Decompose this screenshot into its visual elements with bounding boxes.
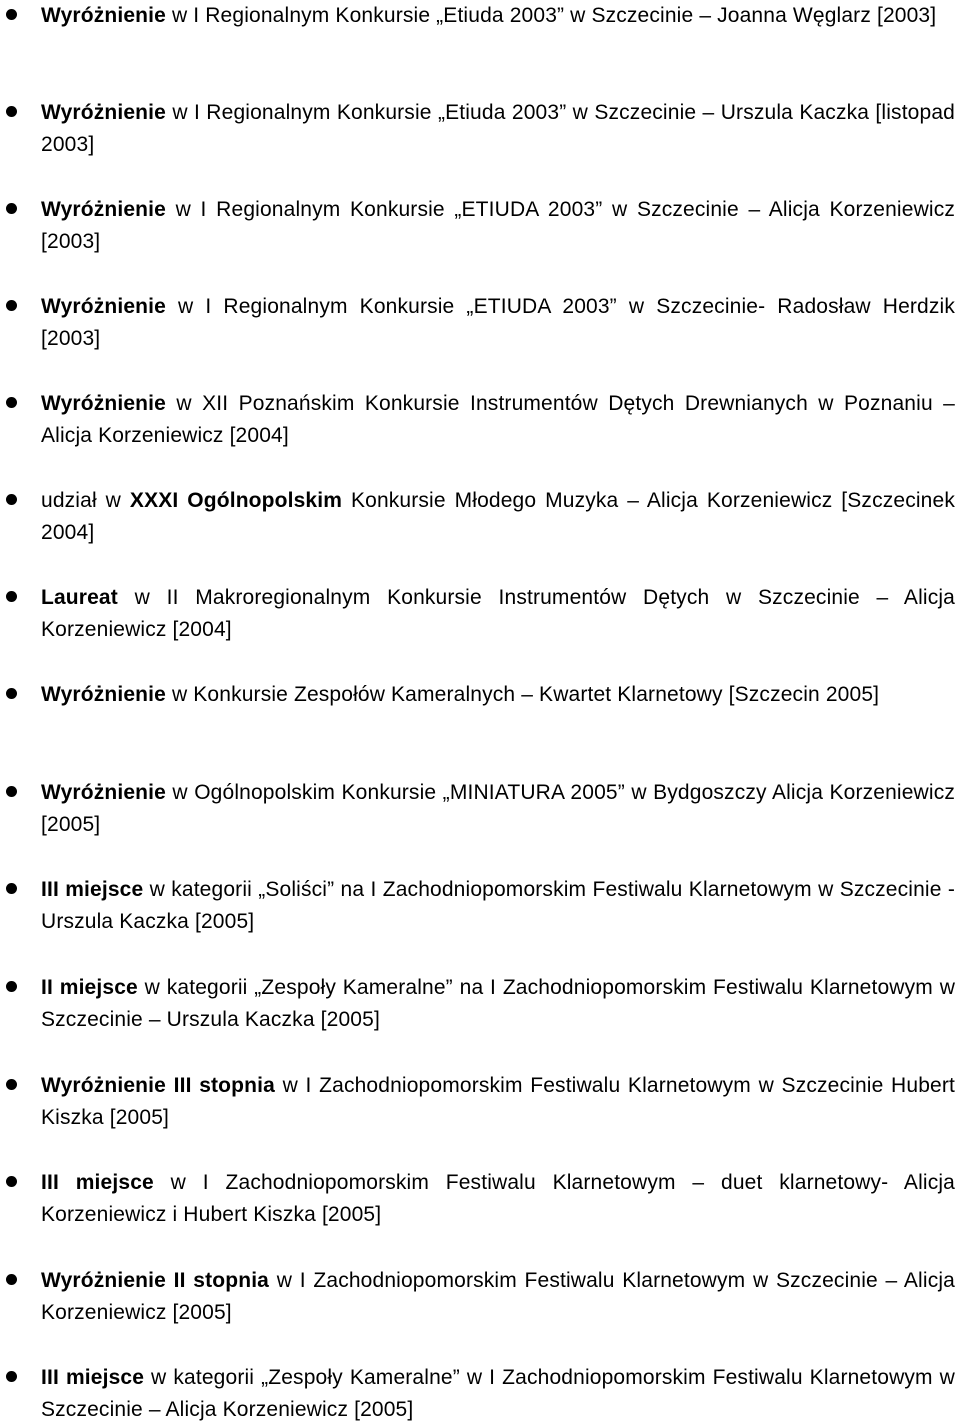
bullet-icon	[6, 688, 17, 699]
list-item-text: Wyróżnienie w Konkursie Zespołów Kameralnych – Kwartet Klarnetowy [Szczecin 2005]	[41, 683, 880, 706]
bullet-icon	[6, 203, 17, 214]
list-item	[0, 291, 960, 357]
bullet-icon	[6, 1079, 17, 1090]
bullet-icon	[6, 591, 17, 602]
bullet-icon	[6, 494, 17, 505]
list-item-text: udział w XXXI Ogólnopolskim Konkursie Młodego Muzyka – Alicja Korzeniewicz [Szczecinek 2004]	[41, 489, 955, 544]
list-item	[0, 97, 960, 163]
list-item-text: Wyróżnienie w XII Poznańskim Konkursie Instrumentów Dętych Drewnianych w Poznaniu – Alicja Korzeniewicz [2004]	[41, 392, 955, 447]
list-item-text: Wyróżnienie w I Regionalnym Konkursie „ETIUDA 2003” w Szczecinie – Alicja Korzeniewicz [2003]	[41, 198, 955, 253]
list-item-text: Wyróżnienie w I Regionalnym Konkursie „Etiuda 2003” w Szczecinie – Urszula Kaczka [listopad 2003]	[41, 101, 955, 156]
list-item	[0, 1265, 960, 1331]
bullet-icon	[6, 1176, 17, 1187]
bullet-icon	[6, 106, 17, 117]
list-item	[0, 1070, 960, 1136]
bullet-icon	[6, 981, 17, 992]
bullet-icon	[6, 300, 17, 311]
bullet-icon	[6, 1371, 17, 1382]
list-item	[0, 777, 960, 843]
list-item	[0, 1167, 960, 1233]
list-item-text: Wyróżnienie w I Regionalnym Konkursie „Etiuda 2003” w Szczecinie – Joanna Węglarz [2003]	[41, 4, 937, 27]
list-item	[0, 874, 960, 940]
list-item-text: Wyróżnienie III stopnia w I Zachodniopomorskim Festiwalu Klarnetowym w Szczecinie Hubert Kiszka [2005]	[41, 1074, 955, 1129]
list-item-text: Wyróżnienie w Ogólnopolskim Konkursie „MINIATURA 2005” w Bydgoszczy Alicja Korzeniewicz [2005]	[41, 781, 955, 836]
list-item-text: III miejsce w kategorii „Zespoły Kameralne” w I Zachodniopomorskim Festiwalu Klarnetowym w Szczecinie – Alicja Korzeniewicz [2005]	[41, 1366, 955, 1421]
bullet-icon	[6, 397, 17, 408]
list-item-text: II miejsce w kategorii „Zespoły Kameralne” na I Zachodniopomorskim Festiwalu Klarnetowym w Szczecinie – Urszula Kaczka [2005]	[41, 976, 956, 1031]
list-item-text: Wyróżnienie w I Regionalnym Konkursie „ETIUDA 2003” w Szczecinie- Radosław Herdzik [2003]	[41, 295, 955, 350]
bullet-icon	[6, 9, 17, 20]
list-item	[0, 582, 960, 648]
list-item	[0, 388, 960, 454]
list-item	[0, 0, 960, 66]
bullet-icon	[6, 786, 17, 797]
list-item	[0, 679, 960, 745]
list-item	[0, 1362, 960, 1428]
list-item	[0, 485, 960, 551]
list-item-text: III miejsce w kategorii „Soliści” na I Zachodniopomorskim Festiwalu Klarnetowym w Szczecinie - Urszula Kaczka [2005]	[41, 878, 955, 933]
list-item-text: III miejsce w I Zachodniopomorskim Festiwalu Klarnetowym – duet klarnetowy- Alicja Korzeniewicz i Hubert Kiszka [2005]	[41, 1171, 955, 1226]
list-item	[0, 194, 960, 260]
list-item-text: Laureat w II Makroregionalnym Konkursie Instrumentów Dętych w Szczecinie – Alicja Korzeniewicz [2004]	[41, 586, 955, 641]
bullet-icon	[6, 1274, 17, 1285]
list-item	[0, 972, 960, 1038]
bullet-icon	[6, 883, 17, 894]
list-item-text: Wyróżnienie II stopnia w I Zachodniopomorskim Festiwalu Klarnetowym w Szczecinie – Alicja Korzeniewicz [2005]	[41, 1269, 955, 1324]
